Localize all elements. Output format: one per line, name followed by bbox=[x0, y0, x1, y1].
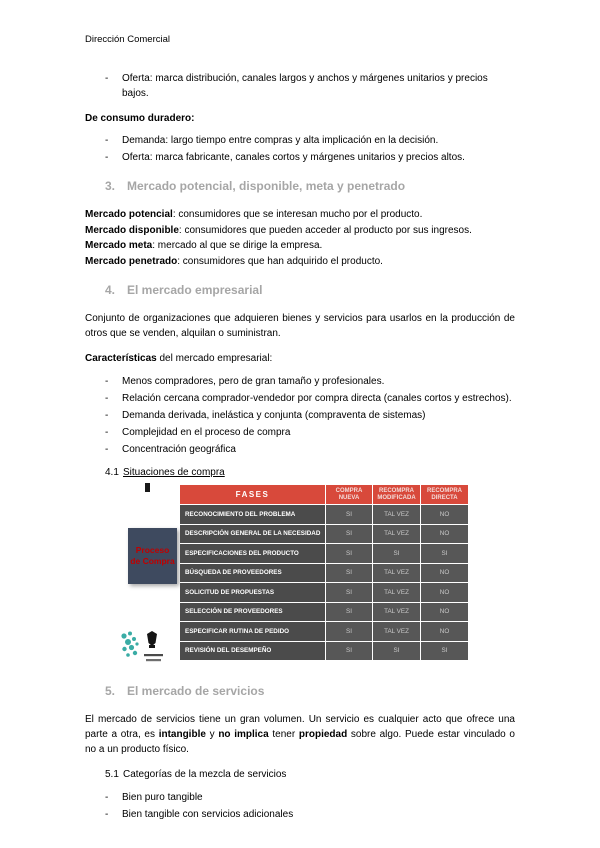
definition-term: Mercado potencial bbox=[85, 209, 173, 220]
paragraph-segment: El mercado de servicios tiene un gran volumen. Un servicio es cualquier acto que ofrece una parte a otra, es bbox=[85, 714, 515, 740]
table-cell: SI bbox=[326, 583, 372, 602]
table-row-label: SOLICITUD DE PROPUESTAS bbox=[180, 583, 325, 602]
bullet-list bbox=[85, 133, 515, 165]
definition-text: : consumidores que se interesan mucho por el producto. bbox=[172, 209, 423, 220]
table-cell: TAL VEZ bbox=[373, 603, 420, 622]
paragraph-segment: y bbox=[205, 729, 219, 740]
university-logo bbox=[119, 630, 169, 666]
table-cell: NO bbox=[421, 622, 468, 641]
table-cell: TAL VEZ bbox=[373, 525, 420, 544]
bullet-item: - Complejidad en el proceso de compra bbox=[85, 425, 515, 440]
table-row-label: REVISIÓN DEL DESEMPEÑO bbox=[180, 642, 325, 661]
paragraph-bold-segment: intangible bbox=[158, 729, 206, 740]
bullet-item: - Relación cercana comprador-vendedor por compra directa (canales cortos y estrechos). bbox=[85, 391, 515, 406]
subsection-heading-5-1 bbox=[105, 767, 515, 782]
situaciones-table bbox=[180, 485, 469, 660]
table-cell: NO bbox=[421, 564, 468, 583]
table-cell: SI bbox=[326, 642, 372, 661]
definition-term: Mercado disponible bbox=[85, 224, 179, 236]
paragraph-segment: tener bbox=[268, 729, 299, 740]
table-cell: TAL VEZ bbox=[373, 505, 420, 524]
table-cell: SI bbox=[326, 544, 372, 563]
table-cell: SI bbox=[326, 525, 372, 544]
definition-term: Mercado meta bbox=[85, 240, 153, 251]
table-cell: SI bbox=[373, 544, 420, 563]
bullet-item: - Demanda derivada, inelástica y conjunta (compraventa de sistemas) bbox=[85, 408, 515, 423]
subsection-number: 4.1 bbox=[105, 467, 119, 478]
table-cell: NO bbox=[421, 525, 468, 544]
caracteristicas-rest: del mercado empresarial: bbox=[156, 353, 273, 364]
table-cell: TAL VEZ bbox=[373, 622, 420, 641]
table-cell: NO bbox=[421, 583, 468, 602]
table-cell: SI bbox=[326, 622, 372, 641]
definition-line bbox=[85, 254, 515, 270]
table-cell: SI bbox=[421, 642, 468, 661]
bullet-item: - Concentración geográfica bbox=[85, 442, 515, 457]
table-header-fases: FASES bbox=[180, 485, 325, 504]
paragraph-mercado-empresarial: Conjunto de organizaciones que adquieren bienes y servicios para usarlos en la producción de otros que se venden, alquilan o suministran. bbox=[85, 313, 515, 339]
table-cell: NO bbox=[421, 505, 468, 524]
bullet-item: - Demanda: largo tiempo entre compras y alta implicación en la decisión. bbox=[85, 133, 515, 148]
table-row-label: RECONOCIMIENTO DEL PROBLEMA bbox=[180, 505, 325, 524]
table-header-compra-nueva: COMPRA NUEVA bbox=[326, 485, 372, 504]
section-number: 5. bbox=[105, 684, 116, 698]
table-header-recompra-directa: RECOMPRA DIRECTA bbox=[421, 485, 468, 504]
section-heading-5 bbox=[105, 683, 515, 699]
bullet-item: - Bien puro tangible bbox=[85, 790, 515, 805]
caracteristicas-line bbox=[85, 351, 515, 366]
bullet-item: - Oferta: marca distribución, canales largos y anchos y márgenes unitarios y precios bajos. bbox=[85, 71, 515, 101]
subsection-heading-4-1 bbox=[105, 465, 515, 480]
bullet-item: - Bien tangible con servicios adicionales bbox=[85, 807, 515, 822]
bullet-list bbox=[85, 374, 515, 457]
definition-line bbox=[85, 223, 515, 239]
image-anchor-mark bbox=[145, 483, 150, 492]
table-cell: TAL VEZ bbox=[373, 583, 420, 602]
table-cell: SI bbox=[326, 564, 372, 583]
section-number: 3. bbox=[105, 179, 116, 193]
definitions-block bbox=[85, 207, 515, 269]
paragraph-segment: sobre algo. Puede estar vinculado o no a un producto físico. bbox=[85, 729, 515, 755]
bullet-item: - Oferta: marca fabricante, canales cortos y márgenes unitarios y precios altos. bbox=[85, 150, 515, 165]
table-row-label: BÚSQUEDA DE PROVEEDORES bbox=[180, 564, 325, 583]
section-title: El mercado empresarial bbox=[127, 283, 263, 297]
definition-line bbox=[85, 207, 515, 223]
document-header: Dirección Comercial bbox=[85, 34, 170, 45]
paragraph-bold-segment: propiedad bbox=[298, 729, 348, 740]
section-title: Mercado potencial, disponible, meta y penetrado bbox=[127, 179, 406, 193]
subsection-title: Situaciones de compra bbox=[123, 467, 225, 478]
table-cell: SI bbox=[421, 544, 468, 563]
bullet-item: - Menos compradores, pero de gran tamaño y profesionales. bbox=[85, 374, 515, 389]
definition-line bbox=[85, 238, 515, 254]
situaciones-de-compra-figure[interactable] bbox=[85, 482, 515, 670]
table-cell: SI bbox=[326, 505, 372, 524]
table-row-label: DESCRIPCIÓN GENERAL DE LA NECESIDAD bbox=[180, 525, 325, 544]
table-cell: NO bbox=[421, 603, 468, 622]
subsection-title: Categorías de la mezcla de servicios bbox=[123, 769, 287, 780]
subheading-consumo-duradero: De consumo duradero: bbox=[85, 113, 195, 124]
section-heading-4 bbox=[105, 282, 515, 298]
definition-text: : consumidores que han adquirido el producto. bbox=[177, 255, 383, 267]
caracteristicas-bold: Características bbox=[85, 353, 157, 364]
section-heading-3 bbox=[105, 178, 515, 194]
definition-term: Mercado penetrado bbox=[85, 255, 178, 267]
section-number: 4. bbox=[105, 283, 116, 297]
paragraph-mercado-servicios bbox=[85, 712, 515, 757]
table-cell: SI bbox=[373, 642, 420, 661]
subsection-number: 5.1 bbox=[105, 769, 119, 780]
definition-text: : consumidores que pueden acceder al producto por sus ingresos. bbox=[178, 224, 472, 236]
table-cell: SI bbox=[326, 603, 372, 622]
table-cell: TAL VEZ bbox=[373, 564, 420, 583]
proceso-de-compra-box: Proceso de Compra bbox=[128, 528, 177, 584]
table-row-label: ESPECIFICAR RUTINA DE PEDIDO bbox=[180, 622, 325, 641]
bullet-list bbox=[85, 790, 515, 822]
definition-text: : mercado al que se dirige la empresa. bbox=[152, 240, 323, 251]
table-row-label: SELECCIÓN DE PROVEEDORES bbox=[180, 603, 325, 622]
table-row-label: ESPECIFICACIONES DEL PRODUCTO bbox=[180, 544, 325, 563]
paragraph-bold-segment: no implica bbox=[218, 729, 269, 740]
table-header-recompra-modificada: RECOMPRA MODIFICADA bbox=[373, 485, 420, 504]
section-title: El mercado de servicios bbox=[127, 684, 265, 698]
